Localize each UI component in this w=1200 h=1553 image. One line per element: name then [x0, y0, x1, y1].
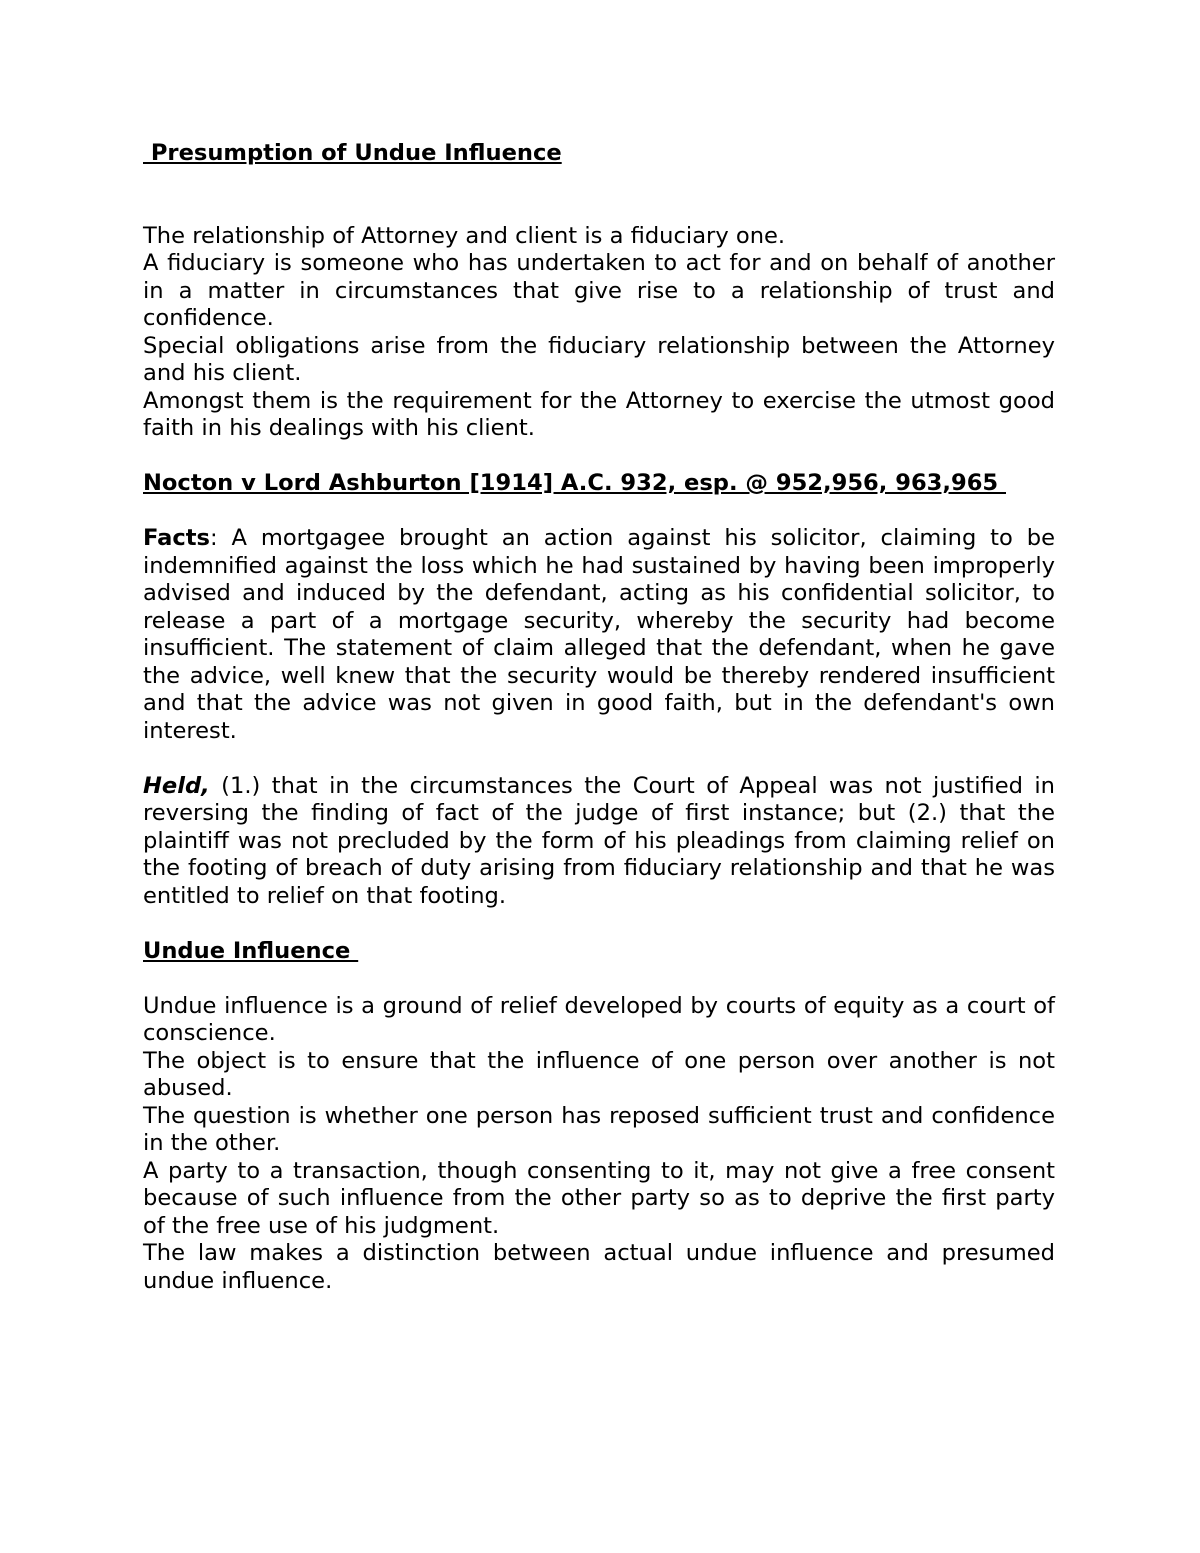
- paragraph-ground-of-relief: Undue influence is a ground of relief developed by courts of equity as a court of conscience.: [143, 992, 1055, 1046]
- spacer: [143, 168, 1055, 223]
- paragraph-object-of-doctrine: The object is to ensure that the influence of one person over another is not abused.: [143, 1047, 1055, 1101]
- paragraph-case-facts: [143, 525, 1055, 745]
- heading-undue-influence: Undue Influence: [143, 937, 359, 964]
- paragraph-actual-vs-presumed: The law makes a distinction between actual undue influence and presumed undue influence.: [143, 1240, 1055, 1294]
- paragraph-special-obligations: Special obligations arise from the fiduciary relationship between the Attorney and his client.: [143, 332, 1055, 386]
- spacer: [143, 745, 1055, 773]
- paragraph-fiduciary-relationship: The relationship of Attorney and client is a fiduciary one.: [143, 222, 786, 249]
- heading-presumption-of-undue-influence: Presumption of Undue Influence: [143, 140, 562, 166]
- spacer: [143, 443, 1055, 471]
- paragraph-utmost-good-faith: Amongst them is the requirement for the Attorney to exercise the utmost good faith in his dealings with his client.: [143, 387, 1055, 441]
- paragraph-free-consent: A party to a transaction, though consenting to it, may not give a free consent because of such influence from the other party so as to deprive the first party of the free use of his judgment.: [143, 1157, 1055, 1239]
- paragraph-the-question: The question is whether one person has reposed sufficient trust and confidence in the other.: [143, 1102, 1055, 1156]
- document-page: [143, 140, 1055, 1295]
- paragraph-case-held: [143, 773, 1055, 911]
- facts-label: Facts: [143, 525, 210, 551]
- spacer: [143, 965, 1055, 993]
- held-label: Held,: [143, 772, 210, 799]
- facts-text: : A mortgagee brought an action against his solicitor, claiming to be indemnified against the loss which he had sustained by having been improperly advised and induced by the defendant, acting as his confidential solicitor, to release a part of a mortgage security, whereby the security had become insufficient. The statement of claim alleged that the defendant, when he gave the advice, well knew that the security would be thereby rendered insufficient and that the advice was not given in good faith, but in the defendant's own interest.: [143, 525, 1055, 744]
- heading-case-citation: Nocton v Lord Ashburton [1914] A.C. 932, esp. @ 952,956, 963,965: [143, 470, 1006, 496]
- paragraph-fiduciary-definition: A fiduciary is someone who has undertaken to act for and on behalf of another in a matter in circumstances that give rise to a relationship of trust and confidence.: [143, 250, 1055, 331]
- held-text: (1.) that in the circumstances the Court of Appeal was not justified in reversing the finding of fact of the judge of first instance; but (2.) that the plaintiff was not precluded by the form of his pleadings from claiming relief on the footing of breach of duty arising from fiduciary relationship and that he was entitled to relief on that footing.: [143, 772, 1055, 909]
- spacer: [143, 910, 1055, 938]
- spacer: [143, 498, 1055, 526]
